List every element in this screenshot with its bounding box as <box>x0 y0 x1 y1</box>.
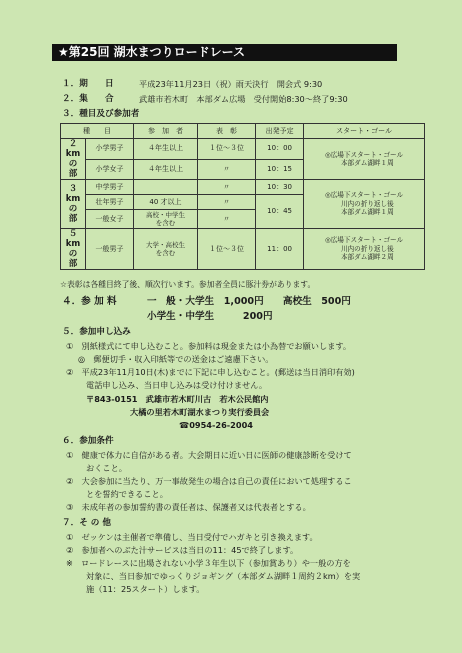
row-category: 一般女子 <box>86 210 134 229</box>
condition-3: ③ 未成年者の参加誓約書の責任者は、保護者又は代表者とする。 <box>66 502 311 512</box>
other-note-cont: 対象に、当日参加でゆっくりジョギング（本部ダム湖畔１周約２km）を実 <box>86 571 361 581</box>
condition-2: ② 大会参加に当たり、万一事故発生の場合は自己の責任において処理するこ <box>66 476 352 486</box>
condition-1: ① 健康で体力に自信がある者。大会期日に近い日に医師の健康診断を受けて <box>66 450 352 460</box>
row-time: 10：30 <box>256 180 304 195</box>
row-award: 〃 <box>197 180 255 195</box>
other-1: ① ゼッケンは主催者で準備し、当日受付でハガキと引き換えます。 <box>66 532 318 542</box>
other-note: ※ ロードレースに出場されない小学３年生以下（参加賞あり）や一般の方を <box>66 558 351 568</box>
row-participants: 高校・中学生 を含む <box>133 210 197 229</box>
header-event: 種 目 <box>61 124 134 139</box>
row-award: １位～３位 <box>197 229 255 270</box>
row-participants: 大学・高校生 を含む <box>133 229 197 270</box>
row-category: 一般男子 <box>86 229 134 270</box>
header-participants: 参 加 者 <box>133 124 197 139</box>
row-participants: 40 才以上 <box>133 195 197 210</box>
fee-line-1: 一 般・大学生 1,000円 高校生 500円 <box>147 296 351 307</box>
events-table <box>60 123 425 270</box>
apply-item-2-cont: 電話申し込み、当日申し込みは受け付けません。 <box>86 380 268 390</box>
table-row <box>61 139 425 160</box>
section-events-label: ３．種目及び参加者 <box>62 109 140 119</box>
distance-3km: ３ km の 部 <box>61 180 86 229</box>
fee-line-2: 小学生・中学生 200円 <box>147 311 273 322</box>
condition-2-cont: とを誓約できること。 <box>86 489 168 499</box>
course-2km: ◎広場下スタート・ゴール 本部ダム湖畔１周 <box>304 139 425 180</box>
row-category: 小学女子 <box>86 159 134 180</box>
table-row <box>61 229 425 270</box>
apply-item-2: ② 平成23年11月10日(木)までに下記に申し込むこと。(郵送は当日消印有効) <box>66 367 355 377</box>
row-time: 10：00 <box>256 139 304 160</box>
row-participants <box>133 180 197 195</box>
row-category: 壮年男子 <box>86 195 134 210</box>
distance-2km: ２ km の 部 <box>61 139 86 180</box>
section-date-label: １．期 日 <box>62 79 114 89</box>
page-title: ★第25回 湖水まつりロードレース <box>52 44 397 61</box>
row-participants: ４年生以上 <box>133 139 197 160</box>
apply-item-note: ◎ 郵便切手・収入印紙等での送金はご遠慮下さい。 <box>78 354 274 364</box>
header-course: スタート・ゴール <box>304 124 425 139</box>
award-note: ☆表彰は各種目終了後、順次行います。参加者全員に豚汁券があります。 <box>60 280 316 289</box>
row-award: 〃 <box>197 210 255 229</box>
row-category: 中学男子 <box>86 180 134 195</box>
other-note-cont-2: 施（11：25スタート）します。 <box>86 584 205 594</box>
section-other-label: ７．そ の 他 <box>62 518 111 528</box>
course-3km: ◎広場下スタート・ゴール 川内の折り返し後 本部ダム湖畔１周 <box>304 180 425 229</box>
apply-address: 〒843-0151 武雄市若木町川古 若木公民館内 <box>86 394 269 404</box>
row-award: １位～３位 <box>197 139 255 160</box>
course-5km: ◎広場下スタート・ゴール 川内の折り返し後 本部ダム湖畔２周 <box>304 229 425 270</box>
condition-1-cont: おくこと。 <box>86 463 127 473</box>
row-category: 小学男子 <box>86 139 134 160</box>
header-start-time: 出発予定 <box>256 124 304 139</box>
row-time: 11：00 <box>256 229 304 270</box>
section-conditions-label: ６．参加条件 <box>62 436 114 446</box>
distance-5km: ５ km の 部 <box>61 229 86 270</box>
header-award: 表 彰 <box>197 124 255 139</box>
row-award: 〃 <box>197 159 255 180</box>
row-time: 10：45 <box>256 195 304 229</box>
table-row <box>61 180 425 195</box>
section-apply-label: ５．参加申し込み <box>62 327 131 337</box>
section-fee-label: ４．参 加 料 <box>62 296 117 307</box>
row-award: 〃 <box>197 195 255 210</box>
section-date-text: 平成23年11月23日（祝）雨天決行 開会式 9:30 <box>139 79 323 89</box>
table-header-row <box>61 124 425 139</box>
apply-phone: ☎0954-26-2004 <box>179 420 253 430</box>
row-participants: ４年生以上 <box>133 159 197 180</box>
other-2: ② 参加者へのぶた汁サービスは当日の11：45で終了します。 <box>66 545 299 555</box>
section-gather-text: 武雄市若木町 本部ダム広場 受付開始8:30～終了9:30 <box>139 94 348 104</box>
section-gather-label: ２．集 合 <box>62 94 114 104</box>
row-time: 10：15 <box>256 159 304 180</box>
apply-item-1: ① 別紙様式にて申し込むこと。参加料は現金または小為替でお願いします。 <box>66 341 352 351</box>
apply-organizer: 大橘の里若木町湖水まつり実行委員会 <box>130 407 270 417</box>
